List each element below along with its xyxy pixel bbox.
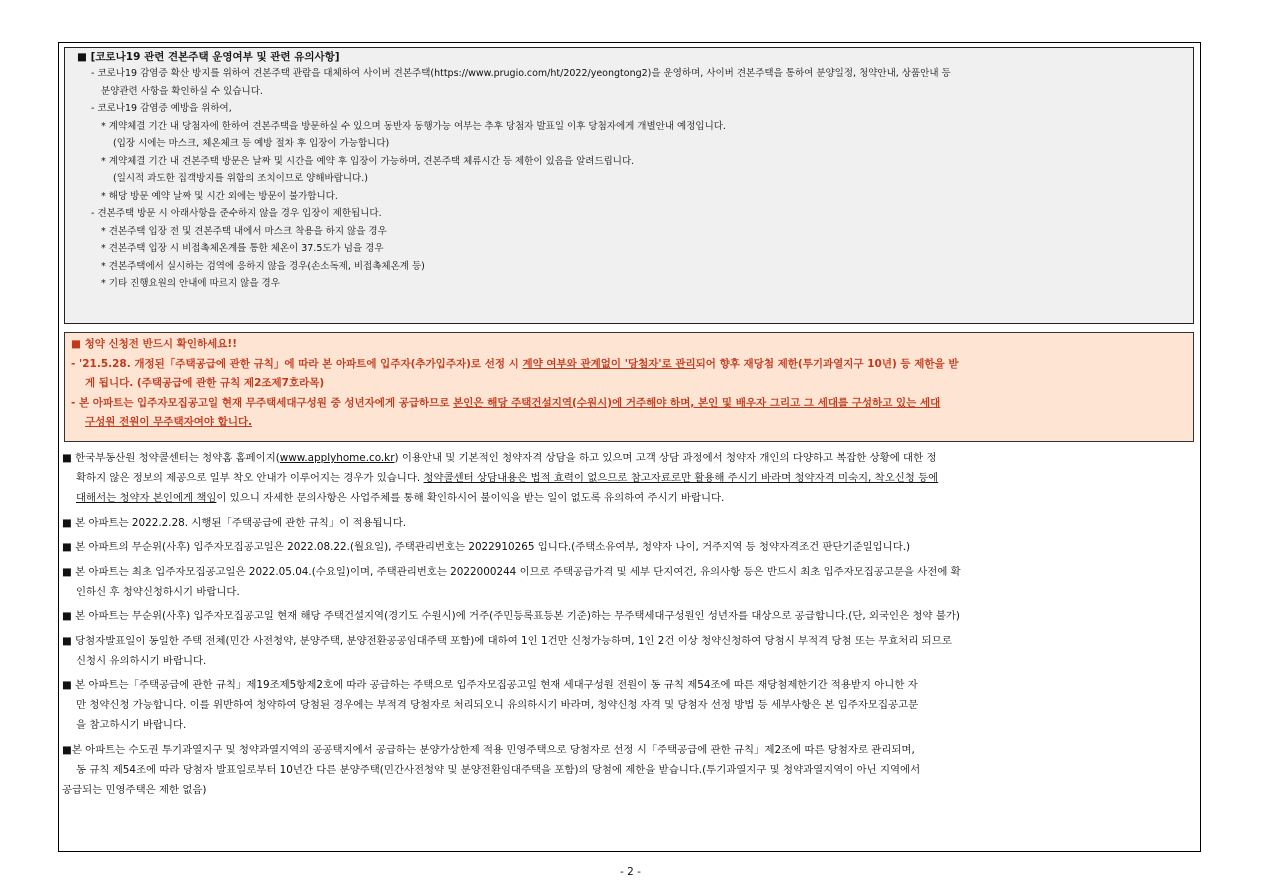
covid-line: * 견본주택 입장 전 및 견본주택 내에서 마스크 착용을 하지 않을 경우 <box>101 225 387 237</box>
note-text: ■ 한국부동산원 청약콜센터는 청약홈 홈페이지( <box>62 452 280 464</box>
covid-line: (입장 시에는 마스크, 체온체크 등 예방 절차 후 입장이 가능합니다) <box>113 138 390 149</box>
application-warning-box <box>64 332 1194 442</box>
warning-text: 되어 향후 재당첨 제한(투기과열지구 10년) 등 제한을 받 <box>695 357 959 370</box>
warning-text: - '21.5.28. 개정된「주택공급에 관한 규칙」에 따라 본 아파트에 입주자(추가입주자)로 선정 시 <box>71 357 523 370</box>
note-text: 이 있으니 자세한 문의사항은 사업주체를 통해 확인하시어 불이익을 받는 일이 없도록 유의하여 주시기 바랍니다. <box>216 492 725 504</box>
covid-line: * 해당 방문 예약 날짜 및 시간 외에는 방문이 불가합니다. <box>101 190 338 202</box>
covid-line: (일시적 과도한 집객방지를 위함의 조치이므로 양해바랍니다.) <box>113 173 368 184</box>
covid-line: - 코로나19 감염증 확산 방지를 위하여 견본주택 관람을 대체하여 사이버 견본주택(https://www.prugio.com/ht/2022/yeongtong2)을 운영하며, 사이버 견본주택을 통하여 분양일정, 청약안내, 상품안내 등 <box>91 68 951 79</box>
covid-line: - 견본주택 방문 시 아래사항을 준수하지 않을 경우 입장이 제한됩니다. <box>91 208 382 219</box>
note-underlined-text: 대해서는 청약자 본인에게 책임 <box>76 492 217 504</box>
warning-line: 게 됩니다. (주택공급에 관한 규칙 제2조제7호라목) <box>85 377 325 389</box>
note-item: ■ 본 아파트는 최초 입주자모집공고일은 2022.05.04.(수요일)이며, 주택관리번호는 2022000244 이므로 주택공급가격 및 세부 단지여건, 유의사항 등은 반드시 최초 입주자모집공고문을 사전에 확 인하신 후 청약신청하시기 바랍니다. <box>62 565 961 598</box>
note-item: ■ 본 아파트는 무순위(사후) 입주자모집공고일 현재 해당 주택건설지역(경기도 수원시)에 거주(주민등록표등본 기준)하는 무주택세대구성원인 성년자를 대상으로 공급합니다.(단, 외국인은 청약 불가) <box>62 610 960 622</box>
warning-underlined-text: 본인은 해당 주택건설지역(수원시)에 거주해야 하며, 본인 및 배우자 그리고 그 세대를 구성하고 있는 세대 <box>453 396 941 409</box>
applyhome-link[interactable]: www.applyhome.co.kr <box>279 452 395 464</box>
note-item <box>62 448 1198 508</box>
covid-line: 분양관련 사항을 확인하실 수 있습니다. <box>101 85 263 97</box>
warning-underlined-text: 계약 여부와 관계없이 '당첨자'로 관리 <box>522 357 696 370</box>
page-number: - 2 - <box>620 866 641 878</box>
note-item: ■ 본 아파트는 2022.2.28. 시행된「주택공급에 관한 규칙」이 적용됩니다. <box>62 516 407 529</box>
notes-list <box>62 448 1198 804</box>
note-item: ■본 아파트는 수도권 투기과열지구 및 청약과열지역의 공공택지에서 공급하는 분양가상한제 적용 민영주택으로 당첨자로 선정 시「주택공급에 관한 규칙」제2조에 따른 당첨자로 관리되며, 동 규칙 제54조에 따라 당첨자 발표일로부터 10년간 다른 분양주택(민간사전청약 및 분양전환임대주택을 포함)의 당첨에 제한을 받습니다.(투기과열지구 및 청약과열지역이 아닌 지역에서 공급되는 민영주택은 제한 없음) <box>62 743 921 796</box>
warning-line <box>71 355 1183 375</box>
note-underlined-text: 청약콜센터 상담내용은 법적 효력이 없으므로 참고자료로만 활용해 주시기 바라며 청약자격 미숙지, 착오신청 등에 <box>423 472 939 484</box>
note-item: ■ 본 아파트는「주택공급에 관한 규칙」제19조제5항제2호에 따라 공급하는 주택으로 입주자모집공고일 현재 세대구성원 전원이 동 규칙 제54조에 따른 재당첨제한기간 적용받지 아니한 자 만 청약신청 가능합니다. 이를 위반하여 청약하여 당첨된 경우에는 부적격 당첨자로 처리되오니 유의하시기 바라며, 청약신청 자격 및 당첨자 선정 방법 등 세부사항은 본 입주자모집공고문 을 참고하시기 바랍니다. <box>62 679 919 731</box>
note-item: ■ 당첨자발표일이 동일한 주택 전체(민간 사전청약, 분양주택, 분양전환공공임대주택 포함)에 대하여 1인 1건만 신청가능하며, 1인 2건 이상 청약신청하여 당첨시 부적격 당첨 또는 무효처리 되므로 신청시 유의하시기 바랍니다. <box>62 634 952 667</box>
warning-title: ■ 청약 신청전 반드시 확인하세요!! <box>71 338 237 350</box>
warning-line: 구성원 전원이 무주택자여야 합니다. <box>85 416 253 428</box>
note-text: ) 이용안내 및 기본적인 청약자격 상담을 하고 있으며 고객 상담 과정에서 청약자 개인의 다양하고 복잡한 상황에 대한 정 <box>394 452 937 464</box>
note-item: ■ 본 아파트의 무순위(사후) 입주자모집공고일은 2022.08.22.(월요일), 주택관리번호는 2022910265 입니다.(주택소유여부, 청약자 나이, 거주지역 등 청약자격조건 판단기준일입니다.) <box>62 541 911 553</box>
covid-line: * 견본주택 입장 시 비접촉체온계를 통한 체온이 37.5도가 넘을 경우 <box>101 243 384 254</box>
note-text: 확하지 않은 정보의 제공으로 일부 착오 안내가 이루어지는 경우가 있습니다. <box>76 472 424 484</box>
covid-line: * 견본주택에서 실시하는 검역에 응하지 않을 경우(손소독제, 비접촉체온계 등) <box>101 260 425 272</box>
covid-line: * 계약체결 기간 내 견본주택 방문은 날짜 및 시간을 예약 후 입장이 가능하며, 견본주택 체류시간 등 제한이 있음을 알려드립니다. <box>101 155 635 167</box>
covid-line: - 코로나19 감염증 예방을 위하여, <box>91 103 232 114</box>
covid-notice-title: ■ [코로나19 관련 견본주택 운영여부 및 관련 유의사항] <box>77 51 340 63</box>
covid-line: * 기타 진행요원의 안내에 따르지 않을 경우 <box>101 278 280 289</box>
warning-line <box>71 394 1183 414</box>
covid-line: * 계약체결 기간 내 당첨자에 한하여 견본주택을 방문하실 수 있으며 동반자 동행가능 여부는 추후 당첨자 발표일 이후 당첨자에게 개별안내 예정입니다. <box>101 120 726 132</box>
covid-notice-box <box>64 47 1194 324</box>
warning-text: - 본 아파트는 입주자모집공고일 현재 무주택세대구성원 중 성년자에게 공급하므로 <box>71 396 454 409</box>
